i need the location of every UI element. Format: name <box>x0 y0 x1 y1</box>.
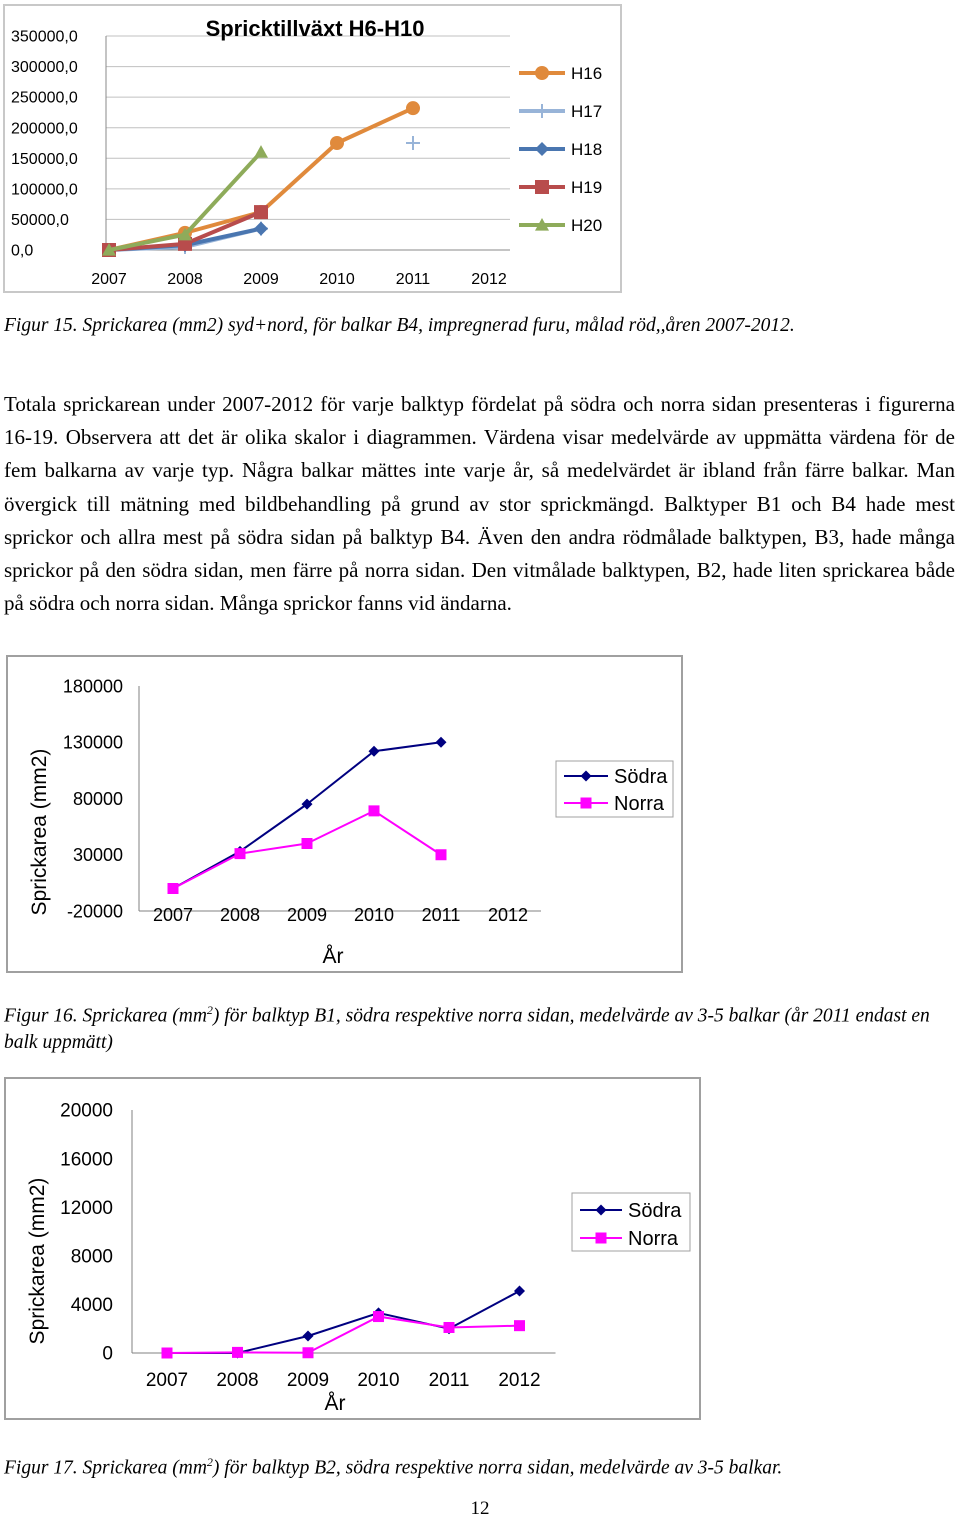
x-axis-label: År <box>322 945 344 968</box>
x-tick-label: 2009 <box>286 1370 330 1391</box>
series-line-Södra <box>167 1291 520 1353</box>
figure-15-chart-frame <box>3 4 622 293</box>
x-axis-label: År <box>324 1392 346 1415</box>
chart-title: Spricktillväxt H6-H10 <box>205 16 425 41</box>
x-tick-label: 2012 <box>487 905 529 925</box>
legend-marker-H18 <box>535 142 549 156</box>
figure-17-chart-frame <box>4 1077 701 1420</box>
y-tick-label: 4000 <box>70 1295 113 1317</box>
legend-marker-H17 <box>535 104 549 118</box>
page-number: 12 <box>470 1498 490 1519</box>
legend-label-Norra: Norra <box>628 1228 679 1251</box>
legend-marker-H19 <box>535 180 549 194</box>
x-tick-label: 2012 <box>471 271 507 288</box>
y-tick-label: 180000 <box>62 676 123 697</box>
data-point-Södra <box>514 1286 525 1297</box>
y-tick-label: 300000,0 <box>11 59 78 77</box>
legend-label-H18: H18 <box>571 140 603 160</box>
x-tick-label: 2007 <box>152 905 194 925</box>
y-tick-label: 80000 <box>72 788 123 809</box>
series-line-Norra <box>167 1317 520 1353</box>
data-point-Norra <box>235 848 246 859</box>
x-tick-label: 2008 <box>167 271 203 288</box>
x-tick-label: 2009 <box>243 271 279 288</box>
figure-16-caption: Figur 16. Sprickarea $(mm^2)$ för balktyp B1, södra respektive norra sidan, medelvärde av 3-5 balkar (år 2011 endast en balk uppmätt) <box>4 1003 930 1053</box>
data-point-Södra <box>436 737 447 748</box>
data-point-H16 <box>330 136 344 150</box>
data-point-Norra <box>514 1320 525 1331</box>
x-tick-label: 2010 <box>319 271 355 288</box>
legend-marker-Norra <box>581 798 592 809</box>
data-point-H18 <box>254 222 268 236</box>
data-point-Norra <box>444 1322 455 1333</box>
y-tick-label: 350000,0 <box>11 28 78 46</box>
figure-15-chart <box>5 6 624 295</box>
data-point-Norra <box>232 1347 243 1358</box>
x-tick-label: 2009 <box>286 905 328 925</box>
x-tick-label: 2008 <box>219 905 261 925</box>
y-tick-label: 12000 <box>60 1197 113 1219</box>
legend-label-H16: H16 <box>571 64 603 84</box>
data-point-Norra <box>436 849 447 860</box>
data-point-Norra <box>303 1347 314 1358</box>
body-paragraph: Totala sprickarean under 2007-2012 för varje balktyp fördelat på södra och norra sidan presenteras i figurerna 16-19. Observera att det är olika skalor i diagrammen. Värdena visar medelvärde av uppmätta värdena för de fem balkarna av varje typ. Några balkar mättes inte varje år, så medelvärdet är ibland från färre balkar. Man övergick till mätning med bildbehandling på grund av stor sprickmängd. Balktyper B1 och B4 hade mest sprickor och allra mest på södra sidan på balktyp B4. Även den andra rödmålade balktypen, B3, hade många sprickor på den södra sidan, men färre på norra sidan. Den vitmålade balktypen, B2, hade liten sprickarea både på södra och norra sidan. Många sprickor fanns vid ändarna. <box>4 392 955 616</box>
data-point-H16 <box>406 101 420 115</box>
legend-label-H20: H20 <box>571 216 603 236</box>
legend-label-H19: H19 <box>571 178 603 198</box>
figure-16-chart-frame <box>6 655 683 973</box>
figure-17-caption: Figur 17. Sprickarea $(mm^2)$ för balktyp B2, södra respektive norra sidan, medelvärde av 3-5 balkar. <box>4 1455 783 1479</box>
data-point-Södra <box>303 1330 314 1341</box>
legend-label-H17: H17 <box>571 102 603 122</box>
data-point-H20 <box>254 145 268 158</box>
y-tick-label: 20000 <box>60 1100 113 1122</box>
figure-15-caption: Figur 15. Sprickarea (mm2) syd+nord, för balkar B4, impregnerad furu, målad röd,,åren 2007-2012. <box>4 315 795 336</box>
data-point-H19 <box>254 205 268 219</box>
data-point-Norra <box>302 838 313 849</box>
y-axis-label: Sprickarea (mm2) <box>28 748 51 916</box>
figure-17-chart <box>6 1079 703 1422</box>
y-tick-label: 0 <box>102 1343 113 1365</box>
x-tick-label: 2011 <box>395 271 431 288</box>
legend-label-Norra: Norra <box>614 793 665 816</box>
legend-marker-H16 <box>535 66 549 80</box>
x-tick-label: 2008 <box>216 1370 259 1391</box>
data-point-Norra <box>162 1348 173 1359</box>
x-tick-label: 2007 <box>91 271 127 288</box>
x-tick-label: 2012 <box>498 1370 541 1391</box>
legend-label-Södra: Södra <box>628 1200 682 1223</box>
y-tick-label: -20000 <box>66 901 123 922</box>
y-tick-label: 100000,0 <box>11 181 78 199</box>
data-point-H17 <box>406 136 420 150</box>
legend-label-Södra: Södra <box>614 766 668 789</box>
data-point-Norra <box>168 883 179 894</box>
figure-16-chart <box>8 657 685 975</box>
x-tick-label: 2007 <box>145 1370 189 1391</box>
y-axis-label: Sprickarea (mm2) <box>26 1177 49 1345</box>
x-tick-label: 2010 <box>353 905 395 925</box>
y-tick-label: 0,0 <box>11 242 34 260</box>
data-point-Norra <box>373 1311 384 1322</box>
y-tick-label: 30000 <box>72 845 123 866</box>
y-tick-label: 250000,0 <box>11 89 78 107</box>
series-line-Norra <box>173 811 441 889</box>
y-tick-label: 130000 <box>62 732 123 753</box>
data-point-Norra <box>369 805 380 816</box>
x-tick-label: 2011 <box>421 905 461 925</box>
y-tick-label: 8000 <box>70 1246 113 1268</box>
y-tick-label: 150000,0 <box>11 150 78 168</box>
y-tick-label: 16000 <box>60 1149 113 1171</box>
legend-marker-Norra <box>596 1233 607 1244</box>
y-tick-label: 50000,0 <box>11 212 69 230</box>
y-tick-label: 200000,0 <box>11 120 78 138</box>
x-tick-label: 2010 <box>357 1370 400 1391</box>
x-tick-label: 2011 <box>428 1370 470 1391</box>
